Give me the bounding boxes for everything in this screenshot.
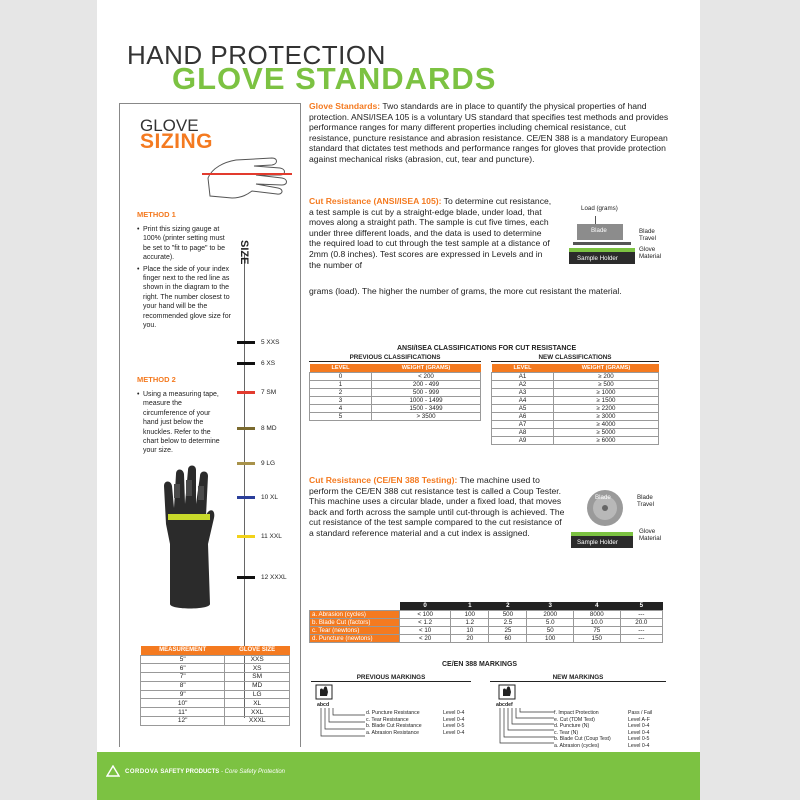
- new-code: abcdef: [496, 702, 513, 708]
- table-row: [492, 396, 659, 404]
- table-cell: XXS: [225, 655, 290, 664]
- marking-line: Level 0-4: [443, 710, 465, 716]
- method1-item: • Print this sizing gauge at 100% (printer setting must be set to "fit to page" to be accurate).: [137, 225, 233, 263]
- table-cell: 1: [310, 380, 372, 388]
- cordova-logo-icon: [106, 765, 120, 777]
- glove-sizing-panel: [119, 103, 301, 747]
- table-cell: < 10: [400, 626, 451, 634]
- table-cell: 200 - 499: [372, 380, 481, 388]
- new-marking-levels: [628, 710, 652, 749]
- table-cell: 7": [141, 673, 225, 682]
- ce-text: The machine used to perform the CE/EN 388 cut resistance test is called a Coup Tester. This machine uses a circular blade, under a fixed load, that moves back and forth across the sample until cut-through is achieved. The cut resistance of the test sample compared to the cut resistance of a standard reference material and a cut index is assigned.: [309, 475, 565, 538]
- glove-size-header: GLOVE SIZE: [225, 646, 290, 655]
- table-cell: ≥ 5000: [554, 428, 659, 436]
- marking-line: b. Blade Cut (Coup Test): [554, 736, 611, 742]
- marking-line: f. Impact Protection: [554, 710, 599, 716]
- table-cell: ≥ 4000: [554, 420, 659, 428]
- ce-blade-text: Blade: [637, 494, 653, 501]
- table-row: [310, 388, 481, 396]
- table-cell: 1000 - 1499: [372, 396, 481, 404]
- ansi-blade-travel: Blade Travel: [639, 228, 656, 242]
- table-cell: 50: [527, 626, 574, 634]
- table-row: [141, 655, 290, 664]
- table-cell: 2: [310, 388, 372, 396]
- table-cell: a. Abrasion (cycles): [310, 610, 400, 618]
- table-cell: 60: [489, 635, 527, 643]
- table-cell: 75: [574, 626, 621, 634]
- table-cell: ≥ 2200: [554, 404, 659, 412]
- ansi-sample-holder: Sample Holder: [577, 255, 618, 262]
- prev-code: abcd: [317, 702, 330, 708]
- ce-paragraph: [309, 475, 565, 539]
- marking-line: a. Abrasion Resistance: [366, 729, 420, 736]
- table-cell: 20.0: [620, 618, 662, 626]
- table-cell: A4: [492, 396, 554, 404]
- method2-item: • Using a measuring tape, measure the circumference of your hand just below the knuckles. Refer to the chart below to determine your size.: [137, 390, 223, 456]
- table-cell: XL: [225, 699, 290, 708]
- table-cell: A2: [492, 380, 554, 388]
- new-markings: [490, 672, 666, 749]
- ansi-text-b: grams (load). The higher the number of grams, the more cut resistant the material.: [309, 286, 622, 296]
- ansi-diagram: [565, 200, 677, 274]
- size-tick: [237, 462, 255, 465]
- marking-line: b. Blade Cut Resistance: [366, 723, 422, 729]
- table-cell: 8000: [574, 610, 621, 618]
- glove-image-icon: [158, 464, 218, 614]
- table-cell: 150: [574, 635, 621, 643]
- level-header: LEVEL: [492, 364, 554, 372]
- weight-header: WEIGHT (GRAMS): [372, 364, 481, 372]
- table-cell: ---: [620, 610, 662, 618]
- table-cell: A5: [492, 404, 554, 412]
- table-cell: 20: [451, 635, 489, 643]
- size-tick-label: 8 MD: [261, 425, 277, 432]
- ansi-text-a: To determine cut resistance, a test sample is cut by a straight-edge blade, under load, that moves along a straight path. The sample is cut five times, each under three different loads, and the data is used to determine the required load to cut through the test sample at a distance of 2mm (0.8 inches). Test scores are expressed in Levels and in the number of: [309, 196, 552, 270]
- table-row: [492, 388, 659, 396]
- table-cell: > 3500: [372, 412, 481, 420]
- table-row: [310, 396, 481, 404]
- table-row: [310, 610, 663, 618]
- table-row: [310, 618, 663, 626]
- new-markings-title: NEW MARKINGS: [490, 674, 666, 682]
- table-cell: 6": [141, 664, 225, 673]
- method2-title: METHOD 2: [137, 375, 176, 384]
- table-cell: d. Puncture (newtons): [310, 635, 400, 643]
- marking-line: c. Tear (N): [554, 729, 579, 736]
- marking-line: Level 0-5: [443, 723, 465, 729]
- marking-line: d. Puncture Resistance: [366, 710, 420, 716]
- table-cell: SM: [225, 673, 290, 682]
- table-cell: 100: [527, 635, 574, 643]
- intro-lead: Glove Standards:: [309, 101, 381, 111]
- marking-line: a. Abrasion (cycles): [554, 742, 600, 749]
- table-cell: A3: [492, 388, 554, 396]
- table-cell: 10": [141, 699, 225, 708]
- table-cell: A6: [492, 412, 554, 420]
- marking-line: Pass / Fail: [628, 710, 653, 716]
- size-tick: [237, 362, 255, 365]
- table-cell: 5.0: [527, 618, 574, 626]
- prev-class-title: PREVIOUS CLASSIFICATIONS: [309, 354, 481, 362]
- table-cell: b. Blade Cut (factors): [310, 618, 400, 626]
- en388-performance-table: [309, 602, 663, 643]
- new-class-title: NEW CLASSIFICATIONS: [491, 354, 659, 362]
- table-row: [141, 717, 290, 726]
- size-tick-label: 7 SM: [261, 389, 277, 396]
- header-line1: HAND PROTECTION: [127, 40, 386, 70]
- size-tick: [237, 341, 255, 344]
- marking-line: Level 0-4: [443, 729, 465, 736]
- table-cell: A1: [492, 372, 554, 380]
- table-cell: ---: [620, 626, 662, 634]
- new-marking-lines: [554, 710, 611, 749]
- ansi-paragraph-cont: [309, 286, 679, 297]
- table-cell: A9: [492, 436, 554, 444]
- table-cell: ≥ 6000: [554, 436, 659, 444]
- size-tick-label: 6 XS: [261, 360, 276, 367]
- size-tick-label: 5 XXS: [261, 339, 280, 346]
- marking-line: c. Tear Resistance: [366, 716, 409, 723]
- table-row: [492, 428, 659, 436]
- intro-text: Two standards are in place to quantify the physical properties of hand protection. ANSI/ISEA 105 is a voluntary US standard that specifies test methods and provides performance ranges for many different properties including chemical resistance, cut resistance, puncture resistance and abrasion resistance. CE/EN 388 is a mandatory European standard that dictates test methods and performance ranges for gloves that provide protection against mechanical risks (abrasion, cut, tear and puncture).: [309, 101, 669, 164]
- ce-travel-text: Travel: [637, 501, 654, 508]
- table-cell: 1500 - 3499: [372, 404, 481, 412]
- shield-glove-icon: [498, 684, 516, 700]
- table-row: [310, 380, 481, 388]
- table-cell: 25: [489, 626, 527, 634]
- table-row: [141, 681, 290, 690]
- marking-line: e. Cut (TDM Test): [554, 716, 595, 723]
- table-header: [310, 602, 400, 610]
- table-cell: < 200: [372, 372, 481, 380]
- table-cell: 9": [141, 690, 225, 699]
- weight-header: WEIGHT (GRAMS): [554, 364, 659, 372]
- new-class-table: [491, 364, 659, 445]
- prev-marking-levels: [443, 710, 464, 736]
- table-cell: ≥ 500: [554, 380, 659, 388]
- table-cell: ≥ 1000: [554, 388, 659, 396]
- table-row: [492, 412, 659, 420]
- marking-line: Level 0-4: [628, 729, 650, 736]
- table-cell: 8": [141, 681, 225, 690]
- table-cell: ≥ 3000: [554, 412, 659, 420]
- ce-sample-holder: Sample Holder: [577, 539, 618, 546]
- hand-outline-icon: [202, 150, 292, 206]
- table-header: 0: [400, 602, 451, 610]
- size-tick: [237, 496, 255, 499]
- table-cell: 3: [310, 396, 372, 404]
- table-cell: LG: [225, 690, 290, 699]
- ansi-table-title: ANSI/ISEA CLASSIFICATIONS FOR CUT RESISTANCE: [397, 345, 577, 352]
- table-row: [310, 635, 663, 643]
- table-row: [141, 664, 290, 673]
- marking-line: d. Puncture (N): [554, 723, 590, 729]
- ce-blade-label-inner: Blade: [595, 494, 611, 501]
- previous-markings: [311, 672, 471, 742]
- size-tick: [237, 535, 255, 538]
- table-header: 1: [451, 602, 489, 610]
- table-row: [141, 699, 290, 708]
- table-row: [492, 420, 659, 428]
- table-row: [492, 436, 659, 444]
- size-tick: [237, 427, 255, 430]
- marking-line: Level 0-5: [628, 736, 650, 742]
- table-header: 2: [489, 602, 527, 610]
- footer-bar: [97, 752, 700, 800]
- marking-line: Level 0-4: [443, 716, 465, 723]
- table-cell: 500 - 999: [372, 388, 481, 396]
- table-cell: 4: [310, 404, 372, 412]
- prev-marking-lines: [366, 710, 422, 736]
- marking-leader-lines: [319, 708, 367, 738]
- table-row: [141, 690, 290, 699]
- table-cell: 5": [141, 655, 225, 664]
- level-header: LEVEL: [310, 364, 372, 372]
- table-cell: < 20: [400, 635, 451, 643]
- size-tick-label: 9 LG: [261, 460, 276, 467]
- table-cell: 0: [310, 372, 372, 380]
- prev-class-table: [309, 364, 481, 421]
- marking-leader-lines: [498, 708, 556, 746]
- table-cell: 10.0: [574, 618, 621, 626]
- table-cell: 5: [310, 412, 372, 420]
- ansi-paragraph: [309, 196, 554, 270]
- table-row: [310, 412, 481, 420]
- prev-classifications: [309, 354, 481, 421]
- table-header: 3: [527, 602, 574, 610]
- size-label: SIZE: [238, 240, 250, 265]
- new-classifications: [491, 354, 659, 445]
- footer-brand: CORDOVA: [125, 769, 159, 775]
- measurement-header: MEASUREMENT: [141, 646, 225, 655]
- table-cell: 11": [141, 708, 225, 717]
- table-cell: c. Tear (newtons): [310, 626, 400, 634]
- ansi-blade-label: Blade: [591, 227, 607, 234]
- table-cell: XS: [225, 664, 290, 673]
- footer-brand2: SAFETY PRODUCTS: [160, 769, 220, 775]
- size-tick-label: 12 XXXL: [261, 574, 287, 581]
- table-row: [492, 404, 659, 412]
- table-cell: 500: [489, 610, 527, 618]
- method2-list: [137, 390, 223, 458]
- marking-line: Level A-F: [628, 716, 650, 723]
- prev-markings-title: PREVIOUS MARKINGS: [311, 674, 471, 682]
- table-row: [310, 404, 481, 412]
- ansi-glove-material: Glove Material: [639, 246, 662, 260]
- footer-tagline: - Core Safety Protection: [220, 769, 286, 775]
- document-page: [97, 0, 700, 800]
- sizing-title-2: SIZING: [140, 130, 214, 153]
- table-row: [141, 708, 290, 717]
- marking-line: Level 0-4: [628, 723, 650, 729]
- table-cell: A7: [492, 420, 554, 428]
- load-label: Load (grams): [581, 205, 618, 212]
- ce-lead: Cut Resistance (CE/EN 388 Testing):: [309, 475, 458, 485]
- header-line2: GLOVE STANDARDS: [172, 61, 497, 96]
- markings-title: CE/EN 388 MARKINGS: [442, 661, 518, 668]
- intro-paragraph: [309, 101, 669, 165]
- ce-blade-label: [637, 494, 654, 508]
- method1-title: METHOD 1: [137, 210, 176, 219]
- marking-line: Level 0-4: [628, 742, 650, 749]
- table-cell: ≥ 200: [554, 372, 659, 380]
- table-cell: A8: [492, 428, 554, 436]
- method1-item: • Place the side of your index finger next to the red line as shown in the diagram to the right. The number closest to your hand will be the recommended glove size for you.: [137, 265, 233, 331]
- table-cell: MD: [225, 681, 290, 690]
- table-cell: XXXL: [225, 717, 290, 726]
- ansi-lead: Cut Resistance (ANSI/ISEA 105):: [309, 196, 442, 206]
- table-row: [310, 372, 481, 380]
- size-tick-label: 10 XL: [261, 494, 278, 501]
- table-cell: ---: [620, 635, 662, 643]
- table-cell: < 1.2: [400, 618, 451, 626]
- footer-text: [125, 769, 285, 775]
- size-tick: [237, 576, 255, 579]
- table-row: [492, 380, 659, 388]
- ce-diagram: [567, 484, 685, 554]
- table-cell: < 100: [400, 610, 451, 618]
- table-row: [492, 372, 659, 380]
- table-cell: 12": [141, 717, 225, 726]
- method1-list: [137, 225, 233, 332]
- measurement-table: [140, 646, 290, 726]
- table-row: [141, 673, 290, 682]
- table-cell: XXL: [225, 708, 290, 717]
- table-row: [310, 626, 663, 634]
- table-cell: ≥ 1500: [554, 396, 659, 404]
- size-tick: [237, 391, 255, 394]
- ce-glove-material: Glove Material: [639, 528, 662, 542]
- table-header: 4: [574, 602, 621, 610]
- shield-glove-icon: [315, 684, 333, 700]
- table-cell: 2000: [527, 610, 574, 618]
- table-header: 5: [620, 602, 662, 610]
- table-cell: 2.5: [489, 618, 527, 626]
- sizing-title-1: GLOVE: [140, 116, 199, 135]
- table-cell: 10: [451, 626, 489, 634]
- table-cell: 100: [451, 610, 489, 618]
- table-cell: 1.2: [451, 618, 489, 626]
- size-tick-label: 11 XXL: [261, 533, 282, 540]
